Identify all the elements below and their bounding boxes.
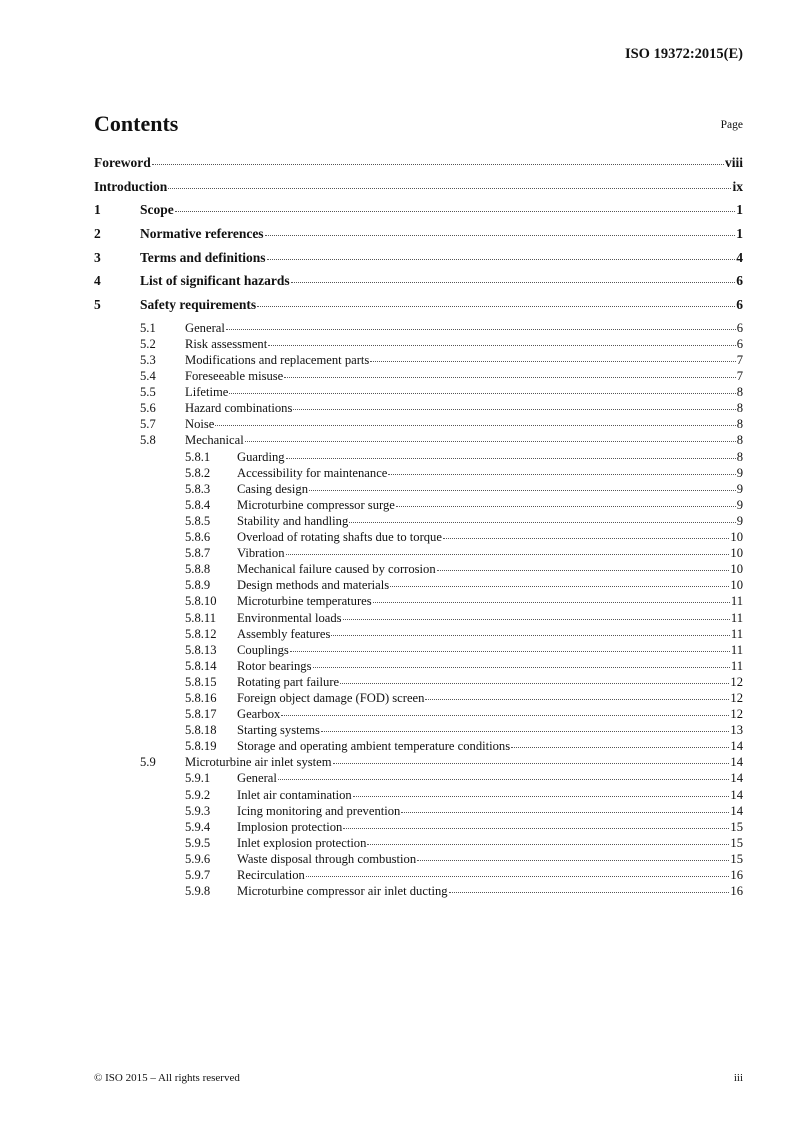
toc-entry-page: 15: [730, 819, 743, 834]
dot-leader: [281, 715, 729, 716]
toc-entry-page: 14: [730, 755, 743, 770]
toc-entry-number: 5.8.2: [185, 465, 211, 480]
toc-entry[interactable]: [94, 691, 743, 707]
toc-entry[interactable]: [94, 675, 743, 691]
toc-entry[interactable]: [94, 562, 743, 578]
toc-entry-page: 11: [730, 642, 743, 657]
toc-entry-number: 5.8.17: [185, 707, 217, 722]
document-id: ISO 19372:2015(E): [624, 46, 743, 62]
toc-entry[interactable]: [94, 369, 743, 385]
dot-leader: [367, 844, 729, 845]
toc-entry[interactable]: [94, 179, 743, 203]
toc-entry-title: Rotating part failure: [237, 674, 340, 689]
toc-entry[interactable]: [94, 482, 743, 498]
toc-entry[interactable]: [94, 546, 743, 562]
toc-entry-number: 5.9.2: [185, 787, 211, 802]
toc-entry-title: Gearbox: [237, 707, 281, 722]
toc-entry-page: 7: [736, 369, 743, 384]
toc-entry-title: Mechanical failure caused by corrosion: [237, 562, 436, 577]
toc-entry[interactable]: [94, 297, 743, 321]
toc-entry[interactable]: [94, 578, 743, 594]
toc-entry-title: Starting systems: [237, 723, 320, 738]
toc-entry-page: 9: [736, 513, 743, 528]
dot-leader: [390, 586, 729, 587]
toc-entry-title: Noise: [185, 417, 215, 432]
toc-entry-title: Rotor bearings: [237, 658, 312, 673]
toc-entry[interactable]: [94, 627, 743, 643]
toc-entry-number: 5.9.4: [185, 819, 211, 834]
dot-leader: [268, 345, 735, 346]
toc-entry[interactable]: [94, 788, 743, 804]
toc-entry-page: 11: [730, 610, 743, 625]
toc-entry[interactable]: [94, 723, 743, 739]
toc-entry-title: Inlet explosion protection: [237, 835, 367, 850]
dot-leader: [396, 506, 736, 507]
toc-entry[interactable]: [94, 852, 743, 868]
toc-entry-page: viii: [724, 155, 743, 170]
toc-entry-number: 5.1: [140, 320, 156, 335]
toc-entry-number: 5.9.1: [185, 771, 211, 786]
toc-entry-page: 6: [736, 336, 743, 351]
toc-entry[interactable]: [94, 417, 743, 433]
toc-entry-title: List of significant hazards: [140, 273, 290, 289]
toc-entry-number: 5.8.7: [185, 546, 211, 561]
toc-entry[interactable]: [94, 611, 743, 627]
toc-entry-title: Microturbine temperatures: [237, 594, 372, 609]
toc-entry-title: Environmental loads: [237, 610, 342, 625]
toc-entry-page: 15: [730, 835, 743, 850]
toc-entry-page: 1: [736, 202, 743, 218]
toc-entry[interactable]: [94, 385, 743, 401]
dot-leader: [286, 458, 736, 459]
toc-entry[interactable]: [94, 739, 743, 755]
toc-entry-title: Scope: [140, 202, 174, 218]
dot-leader: [321, 731, 729, 732]
toc-entry-number: 5.8.15: [185, 674, 217, 689]
toc-entry-page: 10: [730, 578, 743, 593]
toc-entry[interactable]: [94, 353, 743, 369]
toc-entry-title: Inlet air contamination: [237, 787, 352, 802]
toc-entry-title: Recirculation: [237, 868, 305, 882]
dot-leader: [278, 779, 730, 780]
dot-leader: [291, 282, 736, 283]
toc-entry-page: 8: [736, 433, 743, 448]
dot-leader: [168, 188, 731, 189]
toc-entry-number: 5.8.6: [185, 530, 211, 545]
toc-entry-title: Icing monitoring and prevention: [237, 803, 401, 818]
toc-entry-title: Microturbine air inlet system: [185, 755, 332, 770]
toc-entry[interactable]: [94, 321, 743, 337]
toc-entry-title: Mechanical: [185, 433, 244, 448]
dot-leader: [215, 425, 735, 426]
toc-entry-page: 8: [736, 385, 743, 400]
toc-entry[interactable]: [94, 250, 743, 274]
dot-leader: [417, 860, 729, 861]
toc-entry[interactable]: [94, 273, 743, 297]
toc-entry-title: Hazard combinations: [185, 401, 293, 416]
dot-leader: [425, 699, 729, 700]
toc-entry-number: 5.8.14: [185, 658, 217, 673]
dot-leader: [449, 892, 730, 893]
toc-entry[interactable]: [94, 643, 743, 659]
dot-leader: [370, 361, 735, 362]
dot-leader: [443, 538, 729, 539]
toc-entry-page: 11: [730, 626, 743, 641]
toc-entry[interactable]: [94, 820, 743, 836]
dot-leader: [306, 876, 730, 877]
toc-entry-page: ix: [732, 178, 743, 194]
dot-leader: [309, 490, 736, 491]
page-number: iii: [733, 1072, 743, 1084]
toc-entry-title: Risk assessment: [185, 336, 268, 351]
toc-entry-number: 5.8.11: [185, 610, 217, 625]
toc-entry[interactable]: [94, 884, 743, 900]
toc-entry-page: 13: [730, 723, 743, 738]
toc-entry-page: 12: [730, 690, 743, 705]
toc-entry-number: 5.8.13: [185, 642, 217, 657]
toc-entry-page: 16: [730, 868, 743, 882]
toc-entry-title: Normative references: [140, 226, 264, 242]
toc-entry[interactable]: [94, 594, 743, 610]
toc-entry-number: 5.8.4: [185, 497, 211, 512]
toc-entry-page: 8: [736, 449, 743, 464]
toc-entry-title: Microturbine compressor air inlet ducting: [237, 884, 448, 899]
toc-entry[interactable]: [94, 155, 743, 179]
dot-leader: [373, 602, 730, 603]
toc-entry-number: 1: [94, 202, 101, 218]
toc-entry[interactable]: [94, 514, 743, 530]
dot-leader: [343, 619, 730, 620]
dot-leader: [290, 651, 730, 652]
toc-entry-page: 16: [730, 884, 743, 899]
toc-entry-page: 11: [730, 658, 743, 673]
dot-leader: [340, 683, 729, 684]
copyright-notice: © ISO 2015 – All rights reserved: [94, 1072, 240, 1084]
dot-leader: [388, 474, 735, 475]
toc-entry-page: 14: [730, 787, 743, 802]
toc-entry-title: Assembly features: [237, 626, 331, 641]
page-column-label: Page: [720, 119, 743, 131]
toc-entry-page: 6: [736, 273, 743, 289]
dot-leader: [265, 235, 736, 236]
dot-leader: [257, 306, 735, 307]
toc-entry-title: Casing design: [237, 481, 309, 496]
toc-entry-number: 5.8.10: [185, 594, 217, 609]
dot-leader: [175, 211, 736, 212]
dot-leader: [286, 554, 730, 555]
toc-entry[interactable]: [94, 755, 743, 771]
toc-entry-number: 5.6: [140, 401, 156, 416]
toc-entry-number: 5.9.7: [185, 868, 211, 882]
dot-leader: [293, 409, 735, 410]
dot-leader: [401, 812, 729, 813]
dot-leader: [245, 441, 736, 442]
toc-entry-title: Lifetime: [185, 385, 229, 400]
toc-entry-page: 9: [736, 497, 743, 512]
dot-leader: [511, 747, 729, 748]
toc-entry-page: 12: [730, 674, 743, 689]
toc-entry[interactable]: [94, 202, 743, 226]
dot-leader: [353, 796, 730, 797]
toc-entry-page: 10: [730, 562, 743, 577]
toc-entry[interactable]: [94, 836, 743, 852]
dot-leader: [152, 164, 724, 165]
toc-entry[interactable]: [94, 498, 743, 514]
toc-entry-number: 5.9.5: [185, 835, 211, 850]
toc-entry-number: 5.8.8: [185, 562, 211, 577]
toc-entry-page: 14: [730, 803, 743, 818]
dot-leader: [284, 377, 735, 378]
toc-entry-title: Safety requirements: [140, 297, 257, 313]
toc-entry[interactable]: [94, 450, 743, 466]
toc-entry-page: 14: [730, 739, 743, 754]
dot-leader: [343, 828, 729, 829]
toc-entry-page: 7: [736, 353, 743, 367]
table-of-contents: [94, 155, 743, 900]
toc-entry[interactable]: [94, 868, 743, 884]
toc-entry-number: 5.8.16: [185, 690, 217, 705]
toc-entry-number: 3: [94, 249, 101, 265]
toc-entry-number: 5.8.1: [185, 449, 211, 464]
toc-entry-page: 8: [736, 401, 743, 416]
toc-entry-title: Microturbine compressor surge: [237, 497, 395, 512]
toc-entry-number: 5.9.6: [185, 851, 211, 866]
toc-entry-title: General: [185, 320, 225, 335]
toc-entry-title: Introduction: [94, 178, 168, 194]
toc-entry-title: Guarding: [237, 449, 285, 464]
toc-entry-number: 5.8.3: [185, 481, 211, 496]
toc-entry[interactable]: [94, 771, 743, 787]
toc-entry-title: Stability and handling: [237, 513, 349, 528]
toc-entry-page: 10: [730, 546, 743, 561]
dot-leader: [333, 763, 730, 764]
dot-leader: [267, 259, 736, 260]
dot-leader: [331, 635, 729, 636]
toc-entry[interactable]: [94, 433, 743, 449]
toc-entry-page: 15: [730, 851, 743, 866]
toc-entry-number: 5.3: [140, 353, 156, 367]
dot-leader: [229, 393, 735, 394]
toc-entry-number: 5.2: [140, 336, 156, 351]
toc-entry-number: 5.9.3: [185, 803, 211, 818]
toc-entry-number: 5.8: [140, 433, 156, 448]
toc-entry-title: General: [237, 771, 277, 786]
toc-entry-number: 5.8.5: [185, 513, 211, 528]
toc-entry-number: 5.9.8: [185, 884, 211, 899]
toc-entry-page: 14: [730, 771, 743, 786]
toc-entry-page: 6: [736, 297, 743, 313]
toc-entry[interactable]: [94, 466, 743, 482]
toc-entry-title: Design methods and materials: [237, 578, 390, 593]
toc-entry-title: Implosion protection: [237, 819, 343, 834]
dot-leader: [437, 570, 730, 571]
toc-entry-page: 9: [736, 465, 743, 480]
toc-entry-number: 5.7: [140, 417, 156, 432]
toc-entry-number: 5.8.12: [185, 626, 217, 641]
toc-entry-page: 8: [736, 417, 743, 432]
toc-entry-title: Storage and operating ambient temperature conditions: [237, 739, 511, 754]
toc-entry[interactable]: [94, 401, 743, 417]
toc-entry-title: Overload of rotating shafts due to torque: [237, 530, 442, 545]
toc-entry-title: Terms and definitions: [140, 249, 266, 265]
toc-entry-page: 10: [730, 530, 743, 545]
toc-entry[interactable]: [94, 226, 743, 250]
toc-entry[interactable]: [94, 337, 743, 353]
dot-leader: [313, 667, 730, 668]
toc-entry-title: Vibration: [237, 546, 285, 561]
toc-entry-number: 5.5: [140, 385, 156, 400]
toc-entry-number: 5.8.9: [185, 578, 211, 593]
page-title: Contents: [94, 111, 179, 136]
toc-entry-page: 4: [736, 249, 743, 265]
toc-entry-page: 12: [730, 707, 743, 722]
toc-entry[interactable]: [94, 707, 743, 723]
dot-leader: [349, 522, 735, 523]
toc-entry-title: Modifications and replacement parts: [185, 353, 370, 367]
toc-entry-number: 5.8.18: [185, 723, 217, 738]
toc-entry-title: Foreign object damage (FOD) screen: [237, 690, 425, 705]
toc-entry-number: 2: [94, 226, 101, 242]
toc-entry-page: 9: [736, 481, 743, 496]
toc-entry-number: 4: [94, 273, 101, 289]
toc-entry-number: 5.8.19: [185, 739, 217, 754]
toc-entry-number: 5.4: [140, 369, 156, 384]
toc-entry-number: 5: [94, 297, 101, 313]
toc-entry-title: Waste disposal through combustion: [237, 851, 417, 866]
toc-entry-number: 5.9: [140, 755, 156, 770]
toc-entry-title: Accessibility for maintenance: [237, 465, 388, 480]
toc-entry-title: Couplings: [237, 642, 289, 657]
toc-entry-page: 6: [736, 320, 743, 335]
toc-entry[interactable]: [94, 804, 743, 820]
toc-entry[interactable]: [94, 659, 743, 675]
toc-entry[interactable]: [94, 530, 743, 546]
toc-entry-title: Foreword: [94, 155, 151, 170]
toc-entry-title: Foreseeable misuse: [185, 369, 284, 384]
toc-entry-page: 11: [730, 594, 743, 609]
dot-leader: [226, 329, 736, 330]
toc-entry-page: 1: [736, 226, 743, 242]
